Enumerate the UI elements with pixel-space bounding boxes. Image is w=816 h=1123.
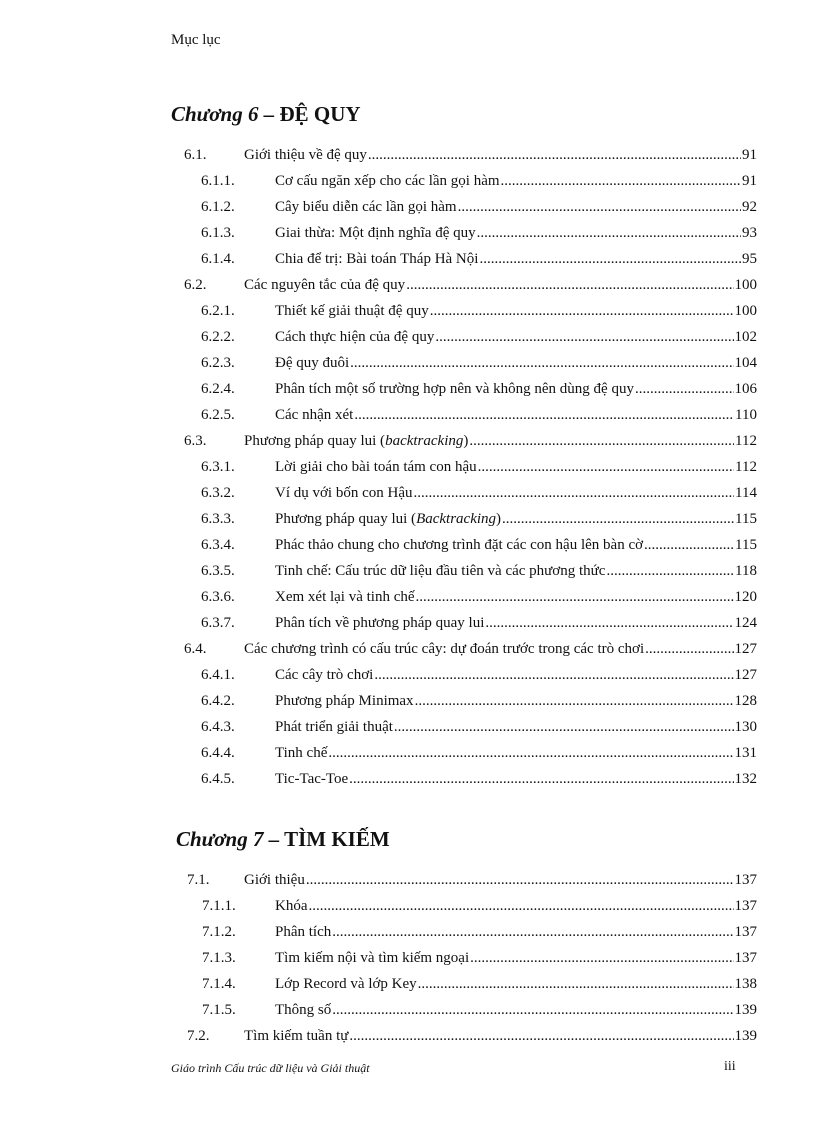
- toc-entry[interactable]: [0, 454, 816, 480]
- toc-entry[interactable]: [0, 350, 816, 376]
- dot-leader: [606, 558, 734, 584]
- dot-leader: [470, 945, 733, 971]
- dot-leader: [479, 246, 741, 272]
- toc-entry-page: 104: [734, 355, 757, 371]
- toc-entry-page: 138: [734, 976, 757, 992]
- toc-entry-title[interactable]: [275, 688, 757, 714]
- toc-entry-text: [275, 376, 634, 402]
- toc-entry-text-italic: backtracking: [385, 433, 464, 449]
- toc-entry-text: [275, 298, 429, 324]
- toc-entry-title[interactable]: [275, 945, 757, 971]
- toc-entry-number: 6.2.5.: [201, 407, 235, 423]
- toc-entry[interactable]: [0, 688, 816, 714]
- toc-entry-title[interactable]: [275, 919, 757, 945]
- dot-leader: [501, 168, 741, 194]
- dot-leader: [349, 766, 733, 792]
- toc-entry-text: [275, 945, 469, 971]
- toc-entry-text-main: Phân tích một số trường hợp nên và không nên dùng đệ quy: [275, 381, 634, 397]
- toc-entry[interactable]: [0, 971, 816, 997]
- toc-entry-text: [275, 168, 500, 194]
- toc-entry-page: 102: [734, 329, 757, 345]
- dot-leader: [469, 428, 734, 454]
- toc-entry-text-main: Khóa: [275, 898, 308, 914]
- dot-leader: [478, 454, 734, 480]
- toc-entry[interactable]: [0, 714, 816, 740]
- toc-entry-number: 6.2.4.: [201, 381, 235, 397]
- toc-entry-text: [275, 480, 413, 506]
- toc-entry-text-main: Các cây trò chơi: [275, 667, 374, 683]
- toc-entry-text: [275, 893, 308, 919]
- toc-entry[interactable]: [0, 662, 816, 688]
- toc-entry-text-main: Phân tích: [275, 924, 332, 940]
- toc-entry-text-main: Phương pháp Minimax: [275, 693, 414, 709]
- dot-leader: [416, 584, 734, 610]
- toc-entry[interactable]: [0, 919, 816, 945]
- toc-entry-page: 110: [735, 407, 757, 423]
- toc-entry-number: 7.1.1.: [202, 898, 236, 914]
- toc-entry-text-main: Các nguyên tắc của đệ quy: [244, 277, 406, 293]
- dot-leader: [435, 324, 733, 350]
- toc-entry[interactable]: [0, 402, 816, 428]
- toc-entry-number: 6.1.2.: [201, 199, 235, 215]
- toc-entry-text-main: Phác thảo chung cho chương trình đặt các con hậu lên bàn cờ: [275, 537, 644, 553]
- toc-entry-title[interactable]: [275, 740, 757, 766]
- chapter-7-name: TÌM KIẾM: [284, 827, 390, 851]
- toc-entry[interactable]: [0, 740, 816, 766]
- dot-leader: [477, 220, 741, 246]
- toc-entry-page: 139: [734, 1002, 757, 1018]
- toc-entry[interactable]: [0, 168, 816, 194]
- toc-entry-page: 137: [734, 898, 757, 914]
- toc-entry-page: 100: [734, 303, 757, 319]
- dot-leader: [309, 893, 734, 919]
- dot-leader: [502, 506, 734, 532]
- toc-entry[interactable]: [0, 194, 816, 220]
- toc-entry-text-main: Giới thiệu về đệ quy: [244, 147, 367, 163]
- toc-entry-title[interactable]: [275, 532, 757, 558]
- toc-entry[interactable]: [0, 480, 816, 506]
- chapter-6-title: [171, 102, 361, 127]
- dot-leader: [406, 272, 733, 298]
- toc-entry-text: [275, 454, 477, 480]
- dot-leader: [354, 402, 734, 428]
- toc-entry-title[interactable]: [275, 350, 757, 376]
- toc-entry[interactable]: [0, 246, 816, 272]
- toc-entry-page: 115: [735, 537, 757, 553]
- toc-entry-title[interactable]: [244, 636, 757, 662]
- toc-entry-number: 7.1.2.: [202, 924, 236, 940]
- toc-entry-text-main: Lớp Record và lớp Key: [275, 976, 417, 992]
- toc-entry-text-main: Phân tích về phương pháp quay lui: [275, 615, 485, 631]
- toc-entry-page: 106: [734, 381, 757, 397]
- toc-entry-title[interactable]: [275, 662, 757, 688]
- toc-entry-page: 139: [734, 1028, 757, 1044]
- toc-entry[interactable]: [0, 220, 816, 246]
- toc-entry-text: [275, 246, 478, 272]
- dot-leader: [644, 532, 734, 558]
- toc-entry-number: 6.3.: [184, 433, 207, 449]
- toc-entry-text: [275, 324, 434, 350]
- toc-entry-text-main: Cách thực hiện của đệ quy: [275, 329, 435, 345]
- toc-entry-text-end: ): [496, 511, 502, 527]
- toc-entry-title[interactable]: [275, 558, 757, 584]
- toc-entry-number: 6.3.5.: [201, 563, 235, 579]
- toc-entry-text-main: Phương pháp quay lui (: [275, 511, 417, 527]
- dot-leader: [418, 971, 734, 997]
- toc-entry-text: [244, 636, 644, 662]
- dot-leader: [394, 714, 734, 740]
- toc-entry[interactable]: [0, 298, 816, 324]
- footer-book-title: Giáo trình Cấu trúc dữ liệu và Giải thuật: [171, 1061, 370, 1075]
- toc-entry[interactable]: [0, 610, 816, 636]
- toc-entry-text-main: Thông số: [275, 1002, 332, 1018]
- toc-entry[interactable]: [0, 532, 816, 558]
- toc-entry-title[interactable]: [244, 142, 757, 168]
- toc-entry-number: 6.4.: [184, 641, 207, 657]
- toc-entry-number: 7.1.: [187, 872, 210, 888]
- toc-entry-number: 7.2.: [187, 1028, 210, 1044]
- toc-entry[interactable]: [0, 428, 816, 454]
- dot-leader: [645, 636, 733, 662]
- dot-leader: [306, 867, 734, 893]
- toc-entry-title[interactable]: [275, 971, 757, 997]
- toc-entry-text-main: Chia để trị: Bài toán Tháp Hà Nội: [275, 251, 479, 267]
- toc-entry-text: [275, 532, 643, 558]
- chapter-7-toc: [0, 867, 816, 1049]
- toc-entry-title[interactable]: [275, 194, 757, 220]
- toc-entry-text: [275, 971, 417, 997]
- toc-entry-number: 6.4.3.: [201, 719, 235, 735]
- toc-entry-number: 6.1.: [184, 147, 207, 163]
- toc-entry-text-main: Thiết kế giải thuật đệ quy: [275, 303, 429, 319]
- toc-entry-text: [275, 919, 331, 945]
- toc-entry-page: 118: [735, 563, 757, 579]
- dot-leader: [485, 610, 733, 636]
- toc-entry-text: [275, 688, 414, 714]
- chapter-6-toc: [0, 142, 816, 792]
- toc-entry-text: [275, 402, 353, 428]
- toc-entry-text-main: Tìm kiếm tuần tự: [244, 1028, 349, 1044]
- toc-entry-number: 6.1.3.: [201, 225, 235, 241]
- toc-entry-title[interactable]: [244, 1023, 757, 1049]
- toc-entry-number: 6.2.1.: [201, 303, 235, 319]
- dot-leader: [414, 480, 735, 506]
- toc-entry-number: 7.1.5.: [202, 1002, 236, 1018]
- dot-leader: [430, 298, 734, 324]
- toc-entry-number: 6.1.4.: [201, 251, 235, 267]
- toc-entry-number: 7.1.4.: [202, 976, 236, 992]
- toc-entry-title[interactable]: [275, 454, 757, 480]
- toc-entry-text: [275, 558, 605, 584]
- toc-entry-text-main: Các nhận xét: [275, 407, 354, 423]
- toc-entry-title[interactable]: [275, 766, 757, 792]
- toc-entry-number: 6.4.5.: [201, 771, 235, 787]
- chapter-6-name: ĐỆ QUY: [279, 102, 361, 126]
- toc-entry-page: 131: [734, 745, 757, 761]
- toc-entry-title[interactable]: [275, 220, 757, 246]
- toc-entry-text: [275, 997, 331, 1023]
- toc-entry-page: 100: [734, 277, 757, 293]
- toc-entry-page: 127: [734, 667, 757, 683]
- toc-entry-number: 6.1.1.: [201, 173, 235, 189]
- dot-leader: [458, 194, 741, 220]
- toc-entry-page: 92: [742, 199, 757, 215]
- toc-entry-page: 137: [734, 924, 757, 940]
- toc-entry-number: 6.4.1.: [201, 667, 235, 683]
- toc-entry-text-main: Tìm kiếm nội và tìm kiếm ngoại: [275, 950, 470, 966]
- toc-entry-text: [275, 714, 393, 740]
- toc-entry-number: 6.3.7.: [201, 615, 235, 631]
- dot-leader: [368, 142, 741, 168]
- toc-entry-title[interactable]: [275, 480, 757, 506]
- dot-leader: [332, 997, 733, 1023]
- toc-entry-text: [275, 740, 327, 766]
- dot-leader: [349, 1023, 733, 1049]
- toc-entry-text: [244, 142, 367, 168]
- toc-entry-text-main: Đệ quy đuôi: [275, 355, 350, 371]
- toc-entry-text: [275, 766, 348, 792]
- toc-entry-title[interactable]: [275, 168, 757, 194]
- toc-entry-text-main: Tic-Tac-Toe: [275, 771, 349, 787]
- toc-entry-text-main: Giai thừa: Một định nghĩa đệ quy: [275, 225, 476, 241]
- toc-entry-page: 114: [735, 485, 757, 501]
- toc-entry-title[interactable]: [275, 997, 757, 1023]
- toc-entry-page: 115: [735, 511, 757, 527]
- toc-entry-page: 124: [734, 615, 757, 631]
- toc-entry-text-main: Tinh chế: Cấu trúc dữ liệu đầu tiên và các phương thức: [275, 563, 606, 579]
- toc-entry-page: 91: [742, 173, 757, 189]
- toc-entry[interactable]: [0, 142, 816, 168]
- toc-entry-text: [244, 272, 405, 298]
- toc-entry-number: 6.3.1.: [201, 459, 235, 475]
- toc-entry[interactable]: [0, 636, 816, 662]
- toc-entry-text: [275, 194, 457, 220]
- toc-entry-text-main: Phương pháp quay lui (: [244, 433, 386, 449]
- toc-entry-number: 6.3.6.: [201, 589, 235, 605]
- chapter-7-title: [176, 827, 390, 852]
- toc-entry[interactable]: [0, 945, 816, 971]
- toc-entry-text: [275, 506, 501, 532]
- toc-entry-page: 127: [734, 641, 757, 657]
- toc-entry-page: 95: [742, 251, 757, 267]
- toc-entry-page: 128: [734, 693, 757, 709]
- toc-entry-page: 130: [734, 719, 757, 735]
- dot-leader: [332, 919, 733, 945]
- toc-entry[interactable]: [0, 506, 816, 532]
- dot-leader: [415, 688, 734, 714]
- toc-entry-text: [275, 350, 349, 376]
- toc-entry[interactable]: [0, 558, 816, 584]
- toc-entry-text: [275, 662, 373, 688]
- toc-entry-title[interactable]: [275, 584, 757, 610]
- toc-entry-number: 6.3.4.: [201, 537, 235, 553]
- toc-entry-page: 91: [742, 147, 757, 163]
- dot-leader: [374, 662, 733, 688]
- toc-entry-text-main: Giới thiệu: [244, 872, 305, 888]
- toc-entry-number: 6.3.2.: [201, 485, 235, 501]
- toc-entry-text-end: ): [463, 433, 469, 449]
- toc-entry[interactable]: [0, 997, 816, 1023]
- dot-leader: [328, 740, 733, 766]
- toc-entry-number: 6.2.2.: [201, 329, 235, 345]
- toc-entry-text: [244, 428, 468, 454]
- chapter-7-label: Chương 7 –: [176, 827, 280, 851]
- toc-entry[interactable]: [0, 584, 816, 610]
- dot-leader: [350, 350, 733, 376]
- toc-entry-text-main: Các chương trình có cấu trúc cây: dự đoán trước trong các trò chơi: [244, 641, 645, 657]
- toc-entry-number: 6.4.2.: [201, 693, 235, 709]
- toc-entry-title[interactable]: [244, 428, 757, 454]
- chapter-6-label: Chương 6 –: [171, 102, 275, 126]
- toc-entry-number: 6.2.: [184, 277, 207, 293]
- toc-entry-number: 7.1.3.: [202, 950, 236, 966]
- toc-entry-page: 137: [734, 950, 757, 966]
- toc-entry-title[interactable]: [275, 893, 757, 919]
- toc-entry-page: 112: [735, 459, 757, 475]
- toc-entry[interactable]: [0, 376, 816, 402]
- toc-entry-text: [244, 1023, 348, 1049]
- toc-entry-text-main: Tinh chế: [275, 745, 328, 761]
- toc-entry-title[interactable]: [275, 714, 757, 740]
- toc-entry-text: [244, 867, 305, 893]
- toc-entry-number: 6.3.3.: [201, 511, 235, 527]
- toc-entry-title[interactable]: [275, 610, 757, 636]
- toc-entry-number: 6.4.4.: [201, 745, 235, 761]
- footer-page-number: iii: [724, 1059, 736, 1074]
- toc-entry[interactable]: [0, 324, 816, 350]
- toc-entry-title[interactable]: [275, 246, 757, 272]
- toc-entry-title[interactable]: [275, 324, 757, 350]
- toc-entry-page: 132: [734, 771, 757, 787]
- toc-entry-title[interactable]: [244, 867, 757, 893]
- toc-entry-text-main: Cơ cấu ngăn xếp cho các lần gọi hàm: [275, 173, 500, 189]
- toc-entry-text: [275, 584, 415, 610]
- toc-entry-title[interactable]: [275, 506, 757, 532]
- toc-entry-text: [275, 610, 484, 636]
- toc-entry-title[interactable]: [244, 272, 757, 298]
- toc-entry-text-main: Lời giải cho bài toán tám con hậu: [275, 459, 477, 475]
- toc-entry[interactable]: [0, 867, 816, 893]
- toc-entry[interactable]: [0, 766, 816, 792]
- toc-entry[interactable]: [0, 893, 816, 919]
- toc-entry-text-italic: Backtracking: [416, 511, 497, 527]
- toc-entry-title[interactable]: [275, 376, 757, 402]
- dot-leader: [635, 376, 734, 402]
- toc-entry-page: 120: [734, 589, 757, 605]
- toc-entry-text-main: Xem xét lại và tinh chế: [275, 589, 415, 605]
- toc-entry[interactable]: [0, 272, 816, 298]
- toc-entry-text: [275, 220, 476, 246]
- toc-entry-title[interactable]: [275, 298, 757, 324]
- toc-entry-number: 6.2.3.: [201, 355, 235, 371]
- toc-entry[interactable]: [0, 1023, 816, 1049]
- toc-entry-text-main: Phát triển giải thuật: [275, 719, 393, 735]
- toc-entry-page: 112: [735, 433, 757, 449]
- toc-entry-text-main: Cây biểu diễn các lần gọi hàm: [275, 199, 457, 215]
- toc-entry-text-main: Ví dụ với bốn con Hậu: [275, 485, 413, 501]
- toc-entry-page: 137: [734, 872, 757, 888]
- running-head: Mục lục: [171, 32, 221, 48]
- toc-entry-page: 93: [742, 225, 757, 241]
- toc-entry-title[interactable]: [275, 402, 757, 428]
